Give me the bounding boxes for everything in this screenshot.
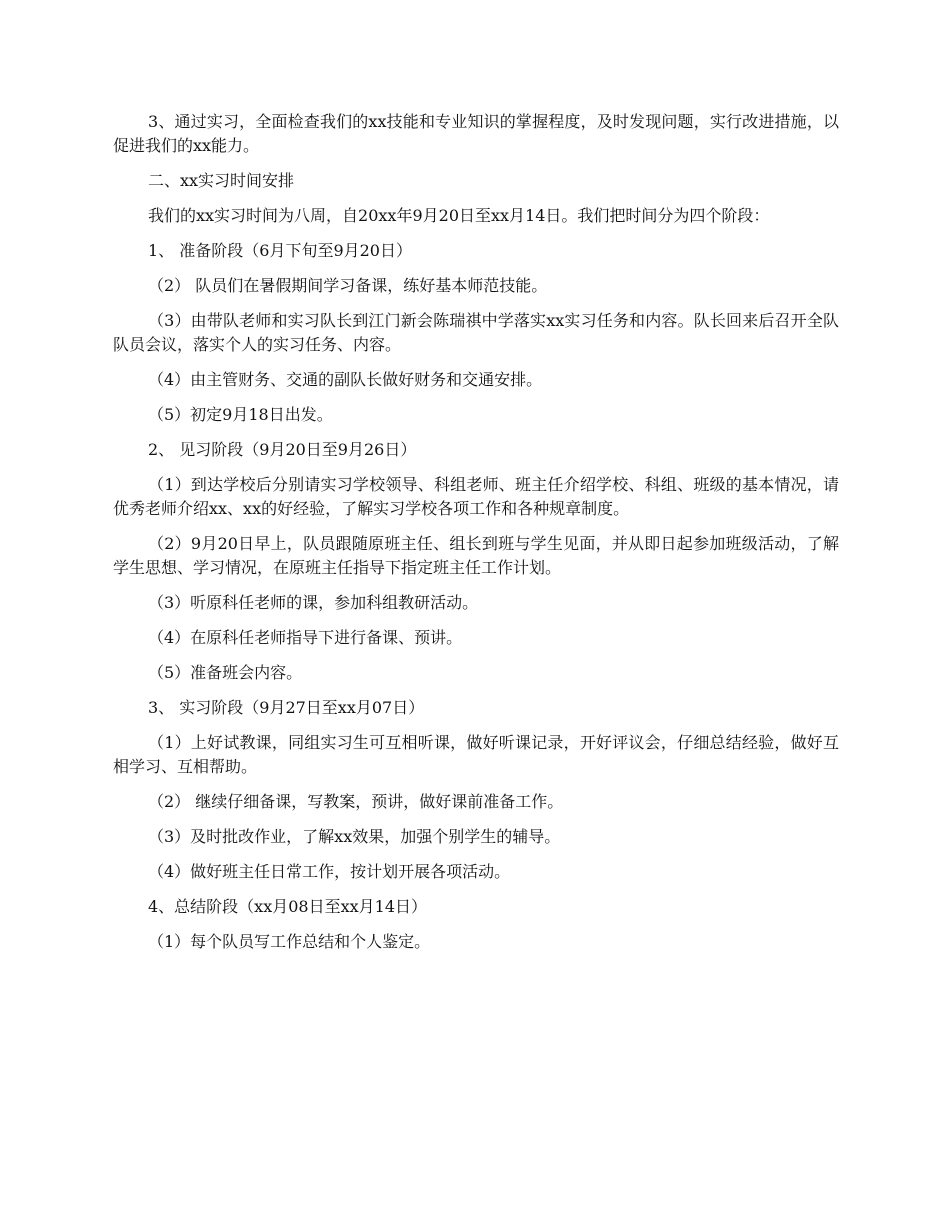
list-item-prep-5: （5）初定9月18日出发。 [148, 405, 333, 424]
stage-heading-summary: 4、总结阶段（xx月08日至xx月14日） [148, 897, 427, 916]
list-item-intern-1: （1）上好试教课，同组实习生可互相听课，做好听课记录，开好评议会，仔细总结经验，做好互相学习、互相帮助。 [113, 733, 839, 776]
stage-heading-internship: 3、 实习阶段（9月27日至xx月07日） [148, 698, 425, 717]
paragraph-objective-3: 3、通过实习，全面检查我们的xx技能和专业知识的掌握程度，及时发现问题，实行改进措施，以促进我们的xx能力。 [113, 112, 839, 155]
document-page [113, 110, 839, 965]
list-item-intern-3: （3）及时批改作业，了解xx效果，加强个别学生的辅导。 [148, 827, 561, 846]
paragraph-schedule-intro: 我们的xx实习时间为八周，自20xx年9月20日至xx月14日。我们把时间分为四个阶段： [148, 206, 770, 225]
list-item-observe-3: （3）听原科任老师的课，参加科组教研活动。 [148, 593, 479, 612]
section-heading-schedule: 二、xx实习时间安排 [148, 171, 295, 190]
list-item-observe-5: （5）准备班会内容。 [148, 663, 303, 682]
list-item-intern-4: （4）做好班主任日常工作，按计划开展各项活动。 [148, 862, 511, 881]
stage-heading-observation: 2、 见习阶段（9月20日至9月26日） [148, 440, 417, 459]
list-item-observe-2: （2）9月20日早上，队员跟随原班主任、组长到班与学生见面，并从即日起参加班级活动，了解学生思想、学习情况，在原班主任指导下指定班主任工作计划。 [113, 534, 839, 577]
list-item-observe-1: （1）到达学校后分别请实习学校领导、科组老师、班主任介绍学校、科组、班级的基本情况，请优秀老师介绍xx、xx的好经验，了解实习学校各项工作和各种规章制度。 [113, 475, 839, 518]
stage-heading-preparation: 1、 准备阶段（6月下旬至9月20日） [148, 241, 412, 260]
list-item-prep-2: （2） 队员们在暑假期间学习备课，练好基本师范技能。 [148, 276, 548, 295]
list-item-intern-2: （2） 继续仔细备课，写教案，预讲，做好课前准备工作。 [148, 792, 564, 811]
list-item-observe-4: （4）在原科任老师指导下进行备课、预讲。 [148, 628, 463, 647]
list-item-summary-1: （1）每个队员写工作总结和个人鉴定。 [148, 932, 431, 951]
list-item-prep-4: （4）由主管财务、交通的副队长做好财务和交通安排。 [148, 370, 543, 389]
list-item-prep-3: （3）由带队老师和实习队长到江门新会陈瑞祺中学落实xx实习任务和内容。队长回来后召开全队队员会议，落实个人的实习任务、内容。 [113, 311, 839, 354]
